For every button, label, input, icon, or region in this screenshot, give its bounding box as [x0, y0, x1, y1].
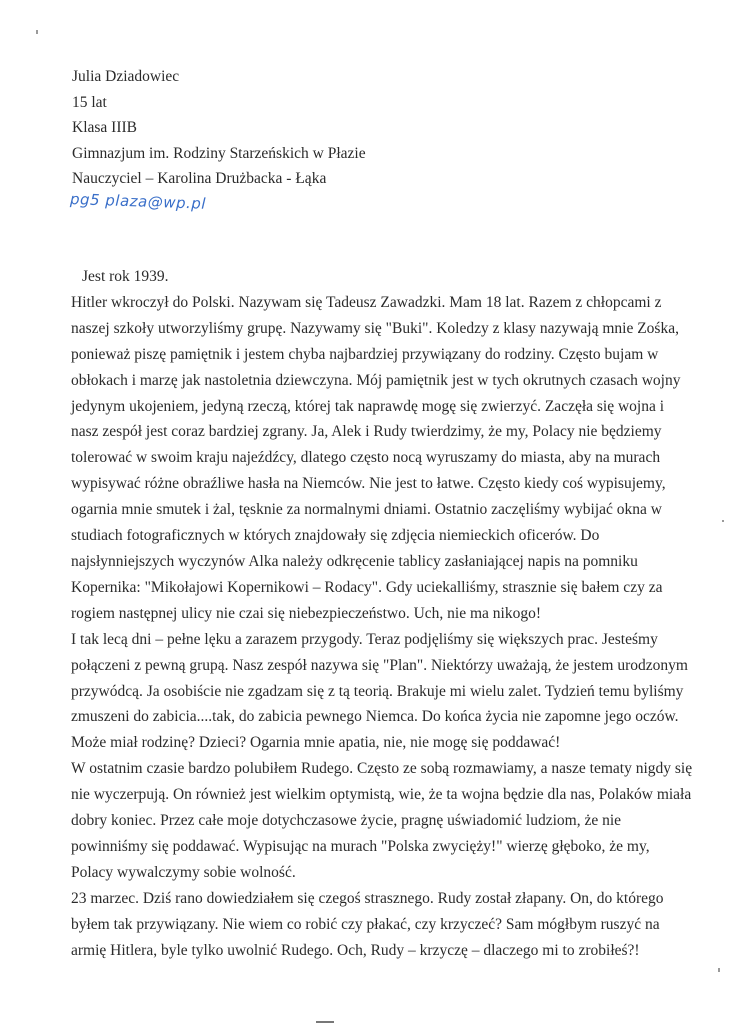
- text-line: nasz zespół jest coraz bardziej zgrany. Ja, Alek i Rudy twierdzimy, że my, Polacy nie będziemy: [71, 423, 662, 441]
- text-line: powinniśmy się poddawać. Wypisując na murach "Polska zwycięży!" wierzę głęboko, że my,: [71, 837, 650, 855]
- text-line: ogarnia mnie smutek i żal, tęsknie za normalnymi dniami. Ostatnio zaczęliśmy wybijać okna w: [71, 501, 662, 519]
- scan-artifact: [316, 1021, 334, 1023]
- text-line: dobry koniec. Przez całe moje dotychczasowe życie, pragnę uświadomić ludziom, że nie: [71, 812, 622, 830]
- text-line: Hitler wkroczył do Polski. Nazywam się Tadeusz Zawadzki. Mam 18 lat. Razem z chłopcami z: [71, 293, 662, 311]
- text-line: naszej szkoły utworzyliśmy grupę. Nazywamy się "Buki". Koledzy z klasy nazywają mnie Zośka,: [71, 319, 679, 337]
- text-line: połączeni z pewną grupą. Nasz zespół nazywa się "Plan". Niektórzy uważają, że jestem urodzonym: [71, 656, 688, 674]
- text-line: obłokach i marzę jak nastoletnia dziewczyna. Mój pamiętnik jest w tych okrutnych czasach wojny: [71, 371, 681, 389]
- text-line: przywódcą. Ja osobiście nie zgadzam się z tą teorią. Brakuje mi wielu zalet. Tydzień temu byliśmy: [71, 682, 684, 700]
- text-line: jedynym ukojeniem, jedyną rzeczą, której tak naprawdę mogę się zwierzyć. Zaczęła się wojna i: [71, 397, 665, 415]
- text-line: rogiem następnej ulicy nie czai się niebezpieczeństwo. Uch, nie ma nikogo!: [71, 604, 541, 622]
- scan-artifact: [36, 30, 38, 34]
- handwritten-email: pg5 plaza@wp.pl: [69, 190, 207, 213]
- text-line: I tak lecą dni – pełne lęku a zarazem przygody. Teraz podjęliśmy się większych prac. Jesteśmy: [71, 630, 658, 648]
- author-age: 15 lat: [72, 93, 107, 111]
- text-line: najsłynniejszych wyczynów Alka należy odkręcenie tablicy zasłaniającej napis na pomniku: [71, 552, 638, 570]
- author-name: Julia Dziadowiec: [72, 68, 180, 85]
- author-class: Klasa IIIB: [72, 119, 137, 136]
- scan-artifact: [722, 520, 724, 522]
- text-line: wypisywać różne obraźliwe hasła na Niemców. Nie jest to łatwe. Często kiedy coś wypisujemy,: [71, 475, 666, 493]
- text-line: Może miał rodzinę? Dzieci? Ogarnia mnie apatia, nie, nie mogę się poddawać!: [71, 734, 561, 752]
- school-name: Gimnazjum im. Rodziny Starzeńskich w Płazie: [72, 144, 366, 162]
- author-header: [72, 64, 366, 192]
- text-line: armię Hitlera, byle tylko uwolnić Rudego. Och, Rudy – krzyczę – dlaczego mi to zrobiłeś?!: [71, 941, 640, 959]
- text-line: Jest rok 1939.: [82, 268, 169, 285]
- diary-text: [71, 264, 693, 963]
- text-line: W ostatnim czasie bardzo polubiłem Rudego. Często ze sobą rozmawiamy, a nasze tematy nigdy się: [71, 760, 693, 778]
- text-line: Polacy wywalczymy sobie wolność.: [71, 863, 296, 881]
- text-line: nie wyczerpują. On również jest wielkim optymistą, wie, że ta wojna będzie dla nas, Polaków miała: [71, 786, 692, 804]
- text-line: 23 marzec. Dziś rano dowiedziałem się czegoś strasznego. Rudy został złapany. On, do którego: [71, 889, 664, 907]
- scan-artifact: [718, 968, 720, 972]
- text-line: tolerować w swoim kraju najeźdźcy, dlatego często nocą wyruszamy do miasta, aby na murach: [71, 449, 661, 467]
- teacher-name: Nauczyciel – Karolina Drużbacka - Łąka: [72, 170, 327, 187]
- text-line: byłem tak przywiązany. Nie wiem co robić czy płakać, czy krzyczeć? Sam mógłbym ruszyć na: [71, 915, 660, 933]
- text-line: Kopernika: "Mikołajowi Kopernikowi – Rodacy". Gdy uciekalliśmy, strasznie się bałem czy za: [71, 578, 663, 596]
- text-line: ponieważ piszę pamiętnik i jestem chyba najbardziej przywiązany do rodziny. Często bujam w: [71, 345, 659, 363]
- text-line: studiach fotograficznych w których znajdowały się zdjęcia niemieckich oficerów. Do: [71, 527, 600, 545]
- text-line: zmuszeni do zabicia....tak, do zabicia pewnego Niemca. Do końca życia nie zapomne jego oczów.: [71, 708, 679, 726]
